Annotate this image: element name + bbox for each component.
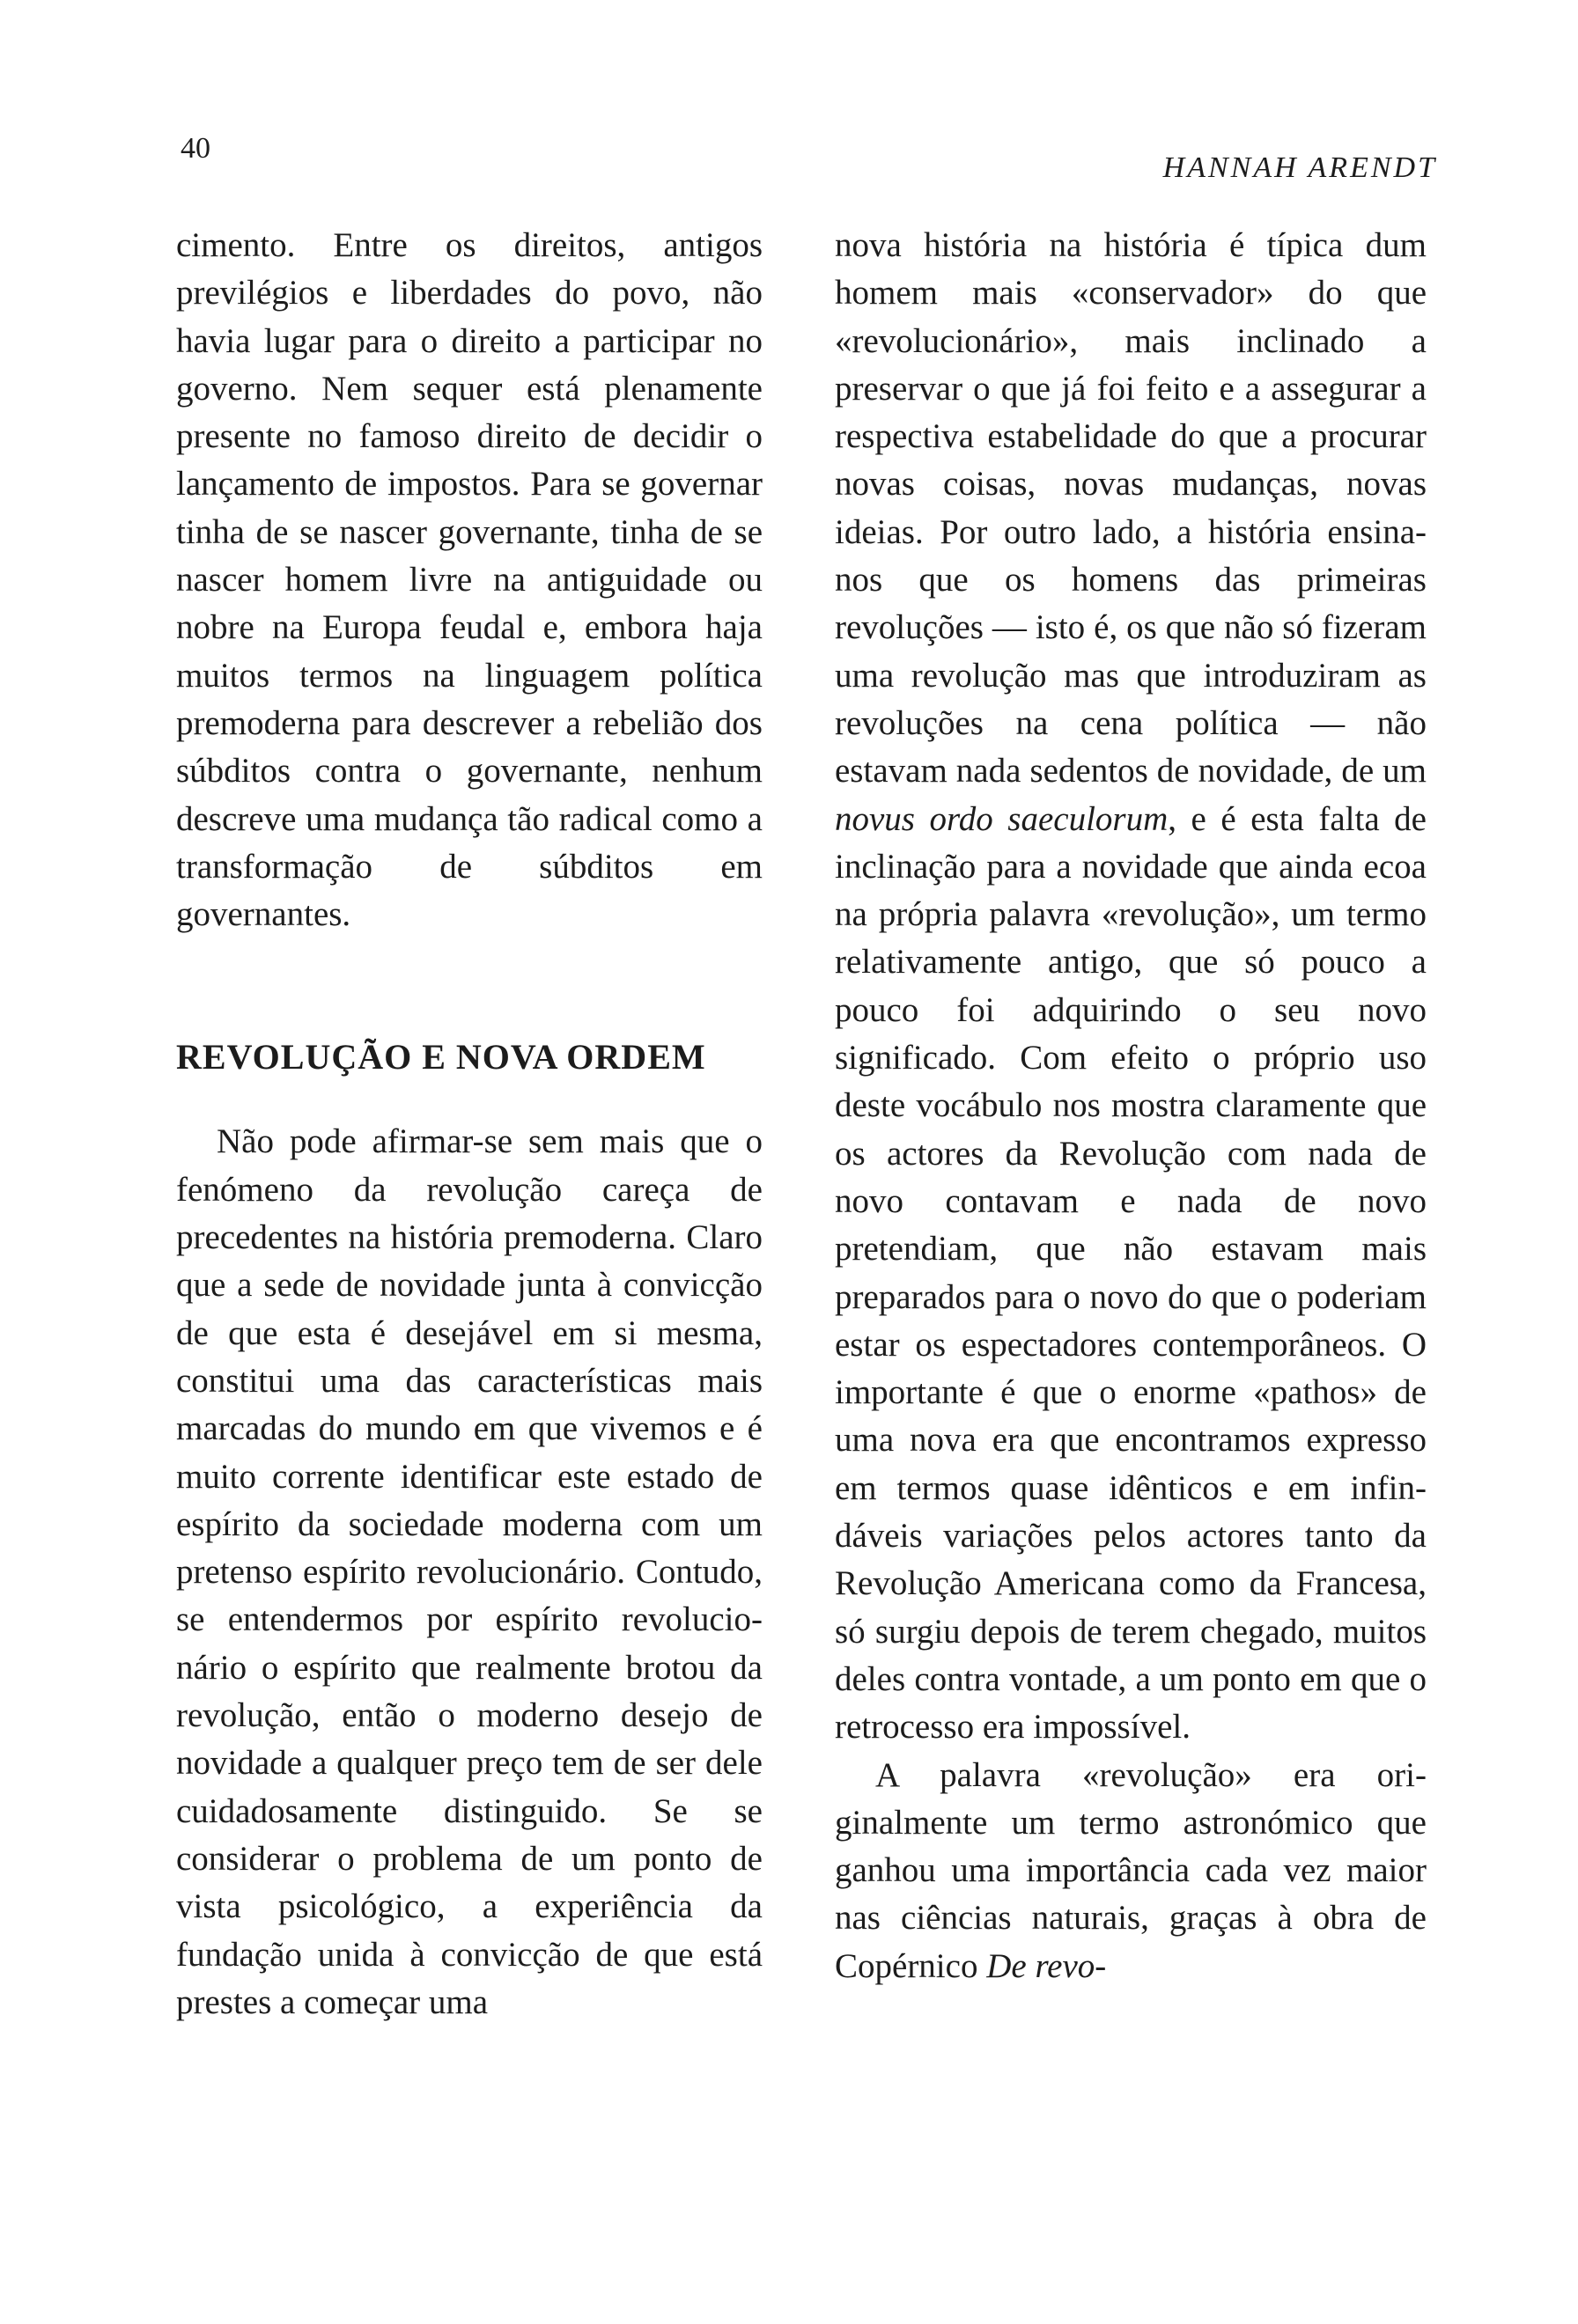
italic-title: De revo- (986, 1946, 1107, 1985)
paragraph (835, 222, 1427, 1752)
paragraph: cimento. Entre os direitos, antigos previlégios e liberdades do povo, não havia lugar para o direito a participar no governo. Nem sequer está plenamente presente no famoso direito de decidir o lançamento de impostos. Para se governar tinha de se nascer governante, tinha de se nascer homem livre na antiguidade ou nobre na Europa feudal e, embora haja muitos termos na linguagem política premoderna para descrever a rebelião dos súbditos contra o governante, nenhum descreve uma mudança tão radical como a transformação de súbditos em governantes. (176, 226, 763, 934)
running-head: HANNAH ARENDT (1162, 151, 1437, 184)
left-column (176, 222, 763, 2026)
text-run: A palavra «revolução» era originalmente um termo astronómico que ganhou uma importância cada vez maior nas ciências naturais, graças à obra de Copérnico (835, 1755, 1427, 1985)
text-run: nova história na história é típica dum homem mais «conservador» do que «revolucionário», mais inclinado a preservar o que já foi feito e a assegurar a respectiva estabelidade do que a procurar novas coisas, novas mudanças, novas ideias. Por outro lado, a história ensina-nos que os homens das primeiras revoluções — isto é, os que não só fizeram uma revolução mas que introduziram as revoluções na cena política — não estavam nada sedentos de novidade, de um (835, 226, 1427, 791)
paragraph (835, 1752, 1427, 1990)
paragraph: Não pode afirmar-se sem mais que o fenómeno da revolução careça de precedentes na história premoderna. Claro que a sede de novidade junta à convicção de que esta é desejável em si mesma, constitui uma das características mais marcadas do mundo em que vivemos e é muito corrente identificar este estado de espírito da sociedade moderna com um pretenso espírito revolucionário. Contudo, se entendermos por espírito revolucionário o espírito que realmente brotou da revolução, então o moderno desejo de novidade a qualquer preço tem de ser dele cuidadosamente distinguido. Se se considerar o problema de um ponto de vista psicológico, a experiência da fundação unida à convicção de que está prestes a começar uma (176, 1122, 763, 2021)
page-number: 40 (181, 132, 210, 165)
italic-latin-phrase: novus ordo saeculorum (835, 799, 1169, 838)
section-heading: REVOLUÇÃO E NOVA ORDEM (176, 1037, 706, 1077)
right-column (835, 222, 1427, 1990)
text-run: , e é esta falta de inclinação para a novidade que ainda ecoa na própria palavra «revolução», um termo relativamente antigo, que só pouco a pouco foi adquirindo o seu novo significado. Com efeito o próprio uso deste vocábulo nos mostra claramente que os actores da Revolução com nada de novo contavam e nada de novo pretendiam, que não estavam mais preparados para o novo do que o poderiam estar os espectadores contemporâneos. O importante é que o enorme «pathos» de uma nova era que encontramos expresso em termos quase idênticos e em infindáveis variações pelos actores tanto da Revolução Americana como da Francesa, só surgiu depois de terem chegado, muitos deles contra vontade, a um ponto em que o retrocesso era impossível. (835, 799, 1427, 1747)
